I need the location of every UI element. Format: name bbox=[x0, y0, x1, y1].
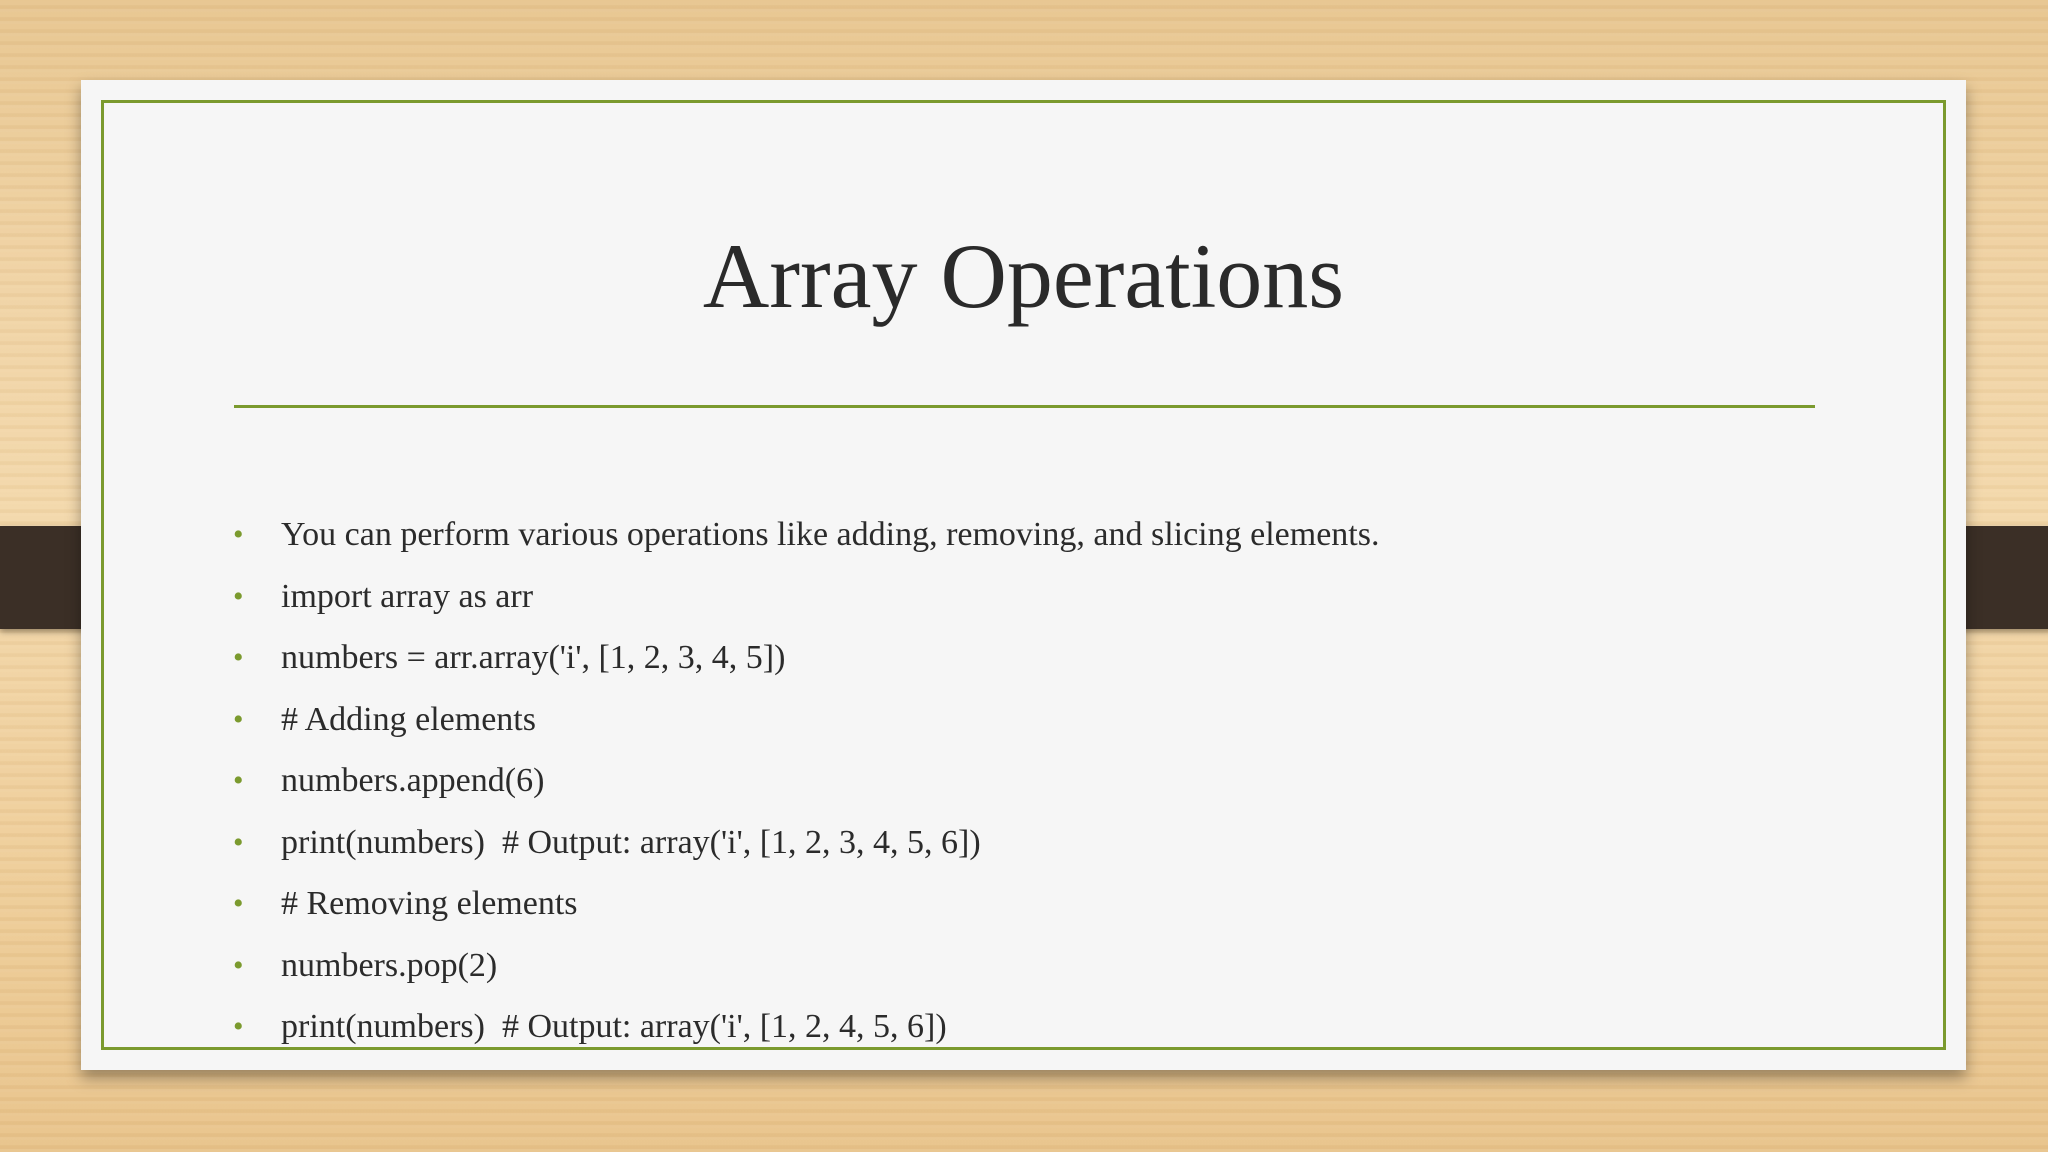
bullet-text[interactable]: # Removing elements bbox=[281, 885, 578, 922]
bullet-text[interactable]: numbers.append(6) bbox=[281, 762, 545, 799]
bullet-icon: • bbox=[233, 948, 244, 982]
bullet-item[interactable] bbox=[233, 946, 1379, 1011]
bullet-icon: • bbox=[233, 641, 244, 674]
bullet-text[interactable]: You can perform various operations like adding, removing, and slicing elements. bbox=[281, 516, 1380, 553]
bullet-item[interactable] bbox=[233, 518, 1379, 580]
bullet-text[interactable]: import array as arr bbox=[281, 577, 534, 615]
bullet-text[interactable]: numbers.pop(2) bbox=[281, 946, 498, 984]
slide-title[interactable]: Array Operations bbox=[702, 225, 1345, 327]
bullet-text[interactable]: print(numbers) # Output: array('i', [1, 2, 3, 4, 5, 6]) bbox=[281, 823, 981, 861]
bullet-icon: • bbox=[233, 1010, 244, 1043]
bullet-item[interactable] bbox=[233, 823, 1379, 888]
bullet-text[interactable]: print(numbers) # Output: array('i', [1, 2, 4, 5, 6]) bbox=[281, 1008, 947, 1045]
bullet-icon: • bbox=[233, 887, 244, 920]
bullet-icon: • bbox=[233, 764, 244, 797]
bullet-item[interactable] bbox=[233, 641, 1379, 703]
bullet-icon: • bbox=[233, 518, 244, 551]
bullet-item[interactable] bbox=[233, 577, 1379, 642]
bullet-item[interactable] bbox=[233, 764, 1379, 826]
bullet-list[interactable] bbox=[233, 518, 1379, 1072]
bullet-item[interactable] bbox=[233, 700, 1379, 765]
title-divider-line bbox=[234, 405, 1815, 408]
slide-canvas[interactable] bbox=[81, 80, 1966, 1070]
bullet-item[interactable] bbox=[233, 1010, 1379, 1072]
bullet-text[interactable]: # Adding elements bbox=[281, 700, 536, 738]
bullet-icon: • bbox=[233, 825, 244, 859]
bullet-icon: • bbox=[233, 579, 244, 613]
bullet-text[interactable]: numbers = arr.array('i', [1, 2, 3, 4, 5]) bbox=[281, 639, 786, 676]
bullet-icon: • bbox=[233, 702, 244, 736]
bullet-item[interactable] bbox=[233, 887, 1379, 949]
